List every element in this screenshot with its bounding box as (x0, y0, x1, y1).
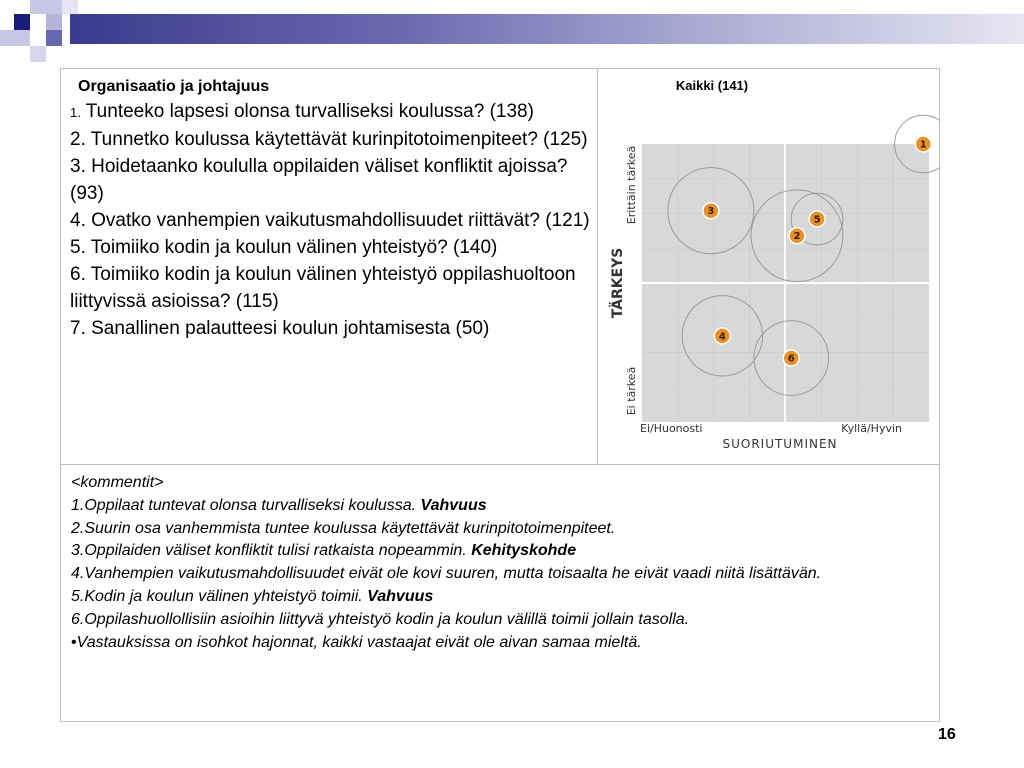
question-2: 2. Tunnetko koulussa käytettävät kurinpitotoimenpiteet? (125) (70, 129, 588, 150)
comments-cell (71, 472, 931, 654)
corner-square-light-3 (46, 14, 62, 30)
corner-square-mid-2 (62, 0, 78, 14)
question-1-number: 1. (70, 105, 81, 120)
question-3: 3. Hoidetaanko koululla oppilaiden väliset konfliktit ajoissa? (93) (70, 156, 568, 204)
comment-3-text: 3.Oppilaiden väliset konfliktit tulisi ratkaista nopeammin. (71, 542, 472, 560)
questions-cell (70, 76, 590, 342)
page-number: 16 (938, 726, 956, 743)
question-5: 5. Toimiiko kodin ja koulun välinen yhteistyö? (140) (70, 237, 498, 258)
chart-title: Kaikki (141) (675, 78, 749, 93)
x-left-label: Ei/Huonosti (640, 422, 703, 435)
comment-7-text: Vastauksissa on isohkot hajonnat, kaikki vastaajat eivät ole aivan samaa mieltä. (76, 633, 642, 651)
corner-square-dark-2 (0, 30, 14, 46)
data-point-label-3: 3 (707, 206, 715, 218)
header-gradient-bar (70, 14, 1024, 44)
chart-cell (598, 70, 940, 464)
x-axis-label: SUORIUTUMINEN (722, 437, 838, 451)
comment-5-tag: Vahvuus (367, 587, 434, 605)
corner-square-light-1 (30, 0, 46, 14)
comment-7 (71, 632, 931, 655)
comment-1-tag: Vahvuus (420, 496, 487, 514)
data-point-label-2: 2 (793, 231, 801, 243)
data-point-label-6: 6 (787, 353, 795, 365)
comments-header: <kommentit> (71, 474, 164, 491)
comment-1 (71, 495, 931, 518)
corner-square-light-2 (46, 0, 62, 14)
y-top-label: Erittäin tärkeä (625, 145, 638, 225)
y-bottom-label: Ei tärkeä (625, 366, 638, 416)
table-row-divider (60, 464, 940, 465)
comment-3-tag: Kehityskohde (471, 542, 577, 560)
comment-1-text: 1.Oppilaat tuntevat olonsa turvalliseksi koulussa. (71, 496, 421, 514)
corner-square-mid-1 (30, 14, 46, 30)
x-right-label: Kyllä/Hyvin (841, 422, 902, 435)
question-1-text: Tunteeko lapsesi olonsa turvalliseksi koulussa? (138) (80, 101, 534, 122)
question-7: 7. Sanallinen palautteesi koulun johtamisesta (50) (70, 318, 490, 339)
comment-4: 4.Vanhempien vaikutusmahdollisuudet eivät ole kovi suuren, mutta toisaalta he eivät vaadi niitä lisättävän. (71, 565, 822, 583)
question-4: 4. Ovatko vanhempien vaikutusmahdollisuudet riittävät? (121) (70, 210, 590, 231)
corner-square-light-4 (14, 30, 30, 46)
comment-2: 2.Suurin osa vanhemmista tuntee koulussa käytettävät kurinpitotoimenpiteet. (71, 519, 616, 537)
comment-3 (71, 540, 931, 563)
corner-square-mid-3 (46, 30, 62, 46)
corner-square-light-5 (30, 46, 46, 62)
section-title: Organisaatio ja johtajuus (78, 78, 270, 95)
data-point-label-1: 1 (919, 139, 927, 151)
comment-6: 6.Oppilashuollollisiin asioihin liittyvä yhteistyö kodin ja koulun välillä toimii jollain tasolla. (71, 610, 690, 628)
bullet: • (71, 633, 77, 651)
y-axis-label: TÄRKEYS (610, 247, 626, 319)
question-1 (70, 98, 590, 126)
data-point-label-4: 4 (718, 331, 726, 343)
comment-5-text: 5.Kodin ja koulun välinen yhteistyö toimii. (71, 587, 368, 605)
comment-5 (71, 586, 931, 609)
data-point-label-5: 5 (813, 214, 821, 226)
question-6: 6. Toimiiko kodin ja koulun välinen yhteistyö oppilashuoltoon liittyvissä asioissa? (115) (70, 264, 576, 312)
corner-square-dark-1 (14, 14, 30, 30)
importance-performance-chart (598, 70, 940, 464)
